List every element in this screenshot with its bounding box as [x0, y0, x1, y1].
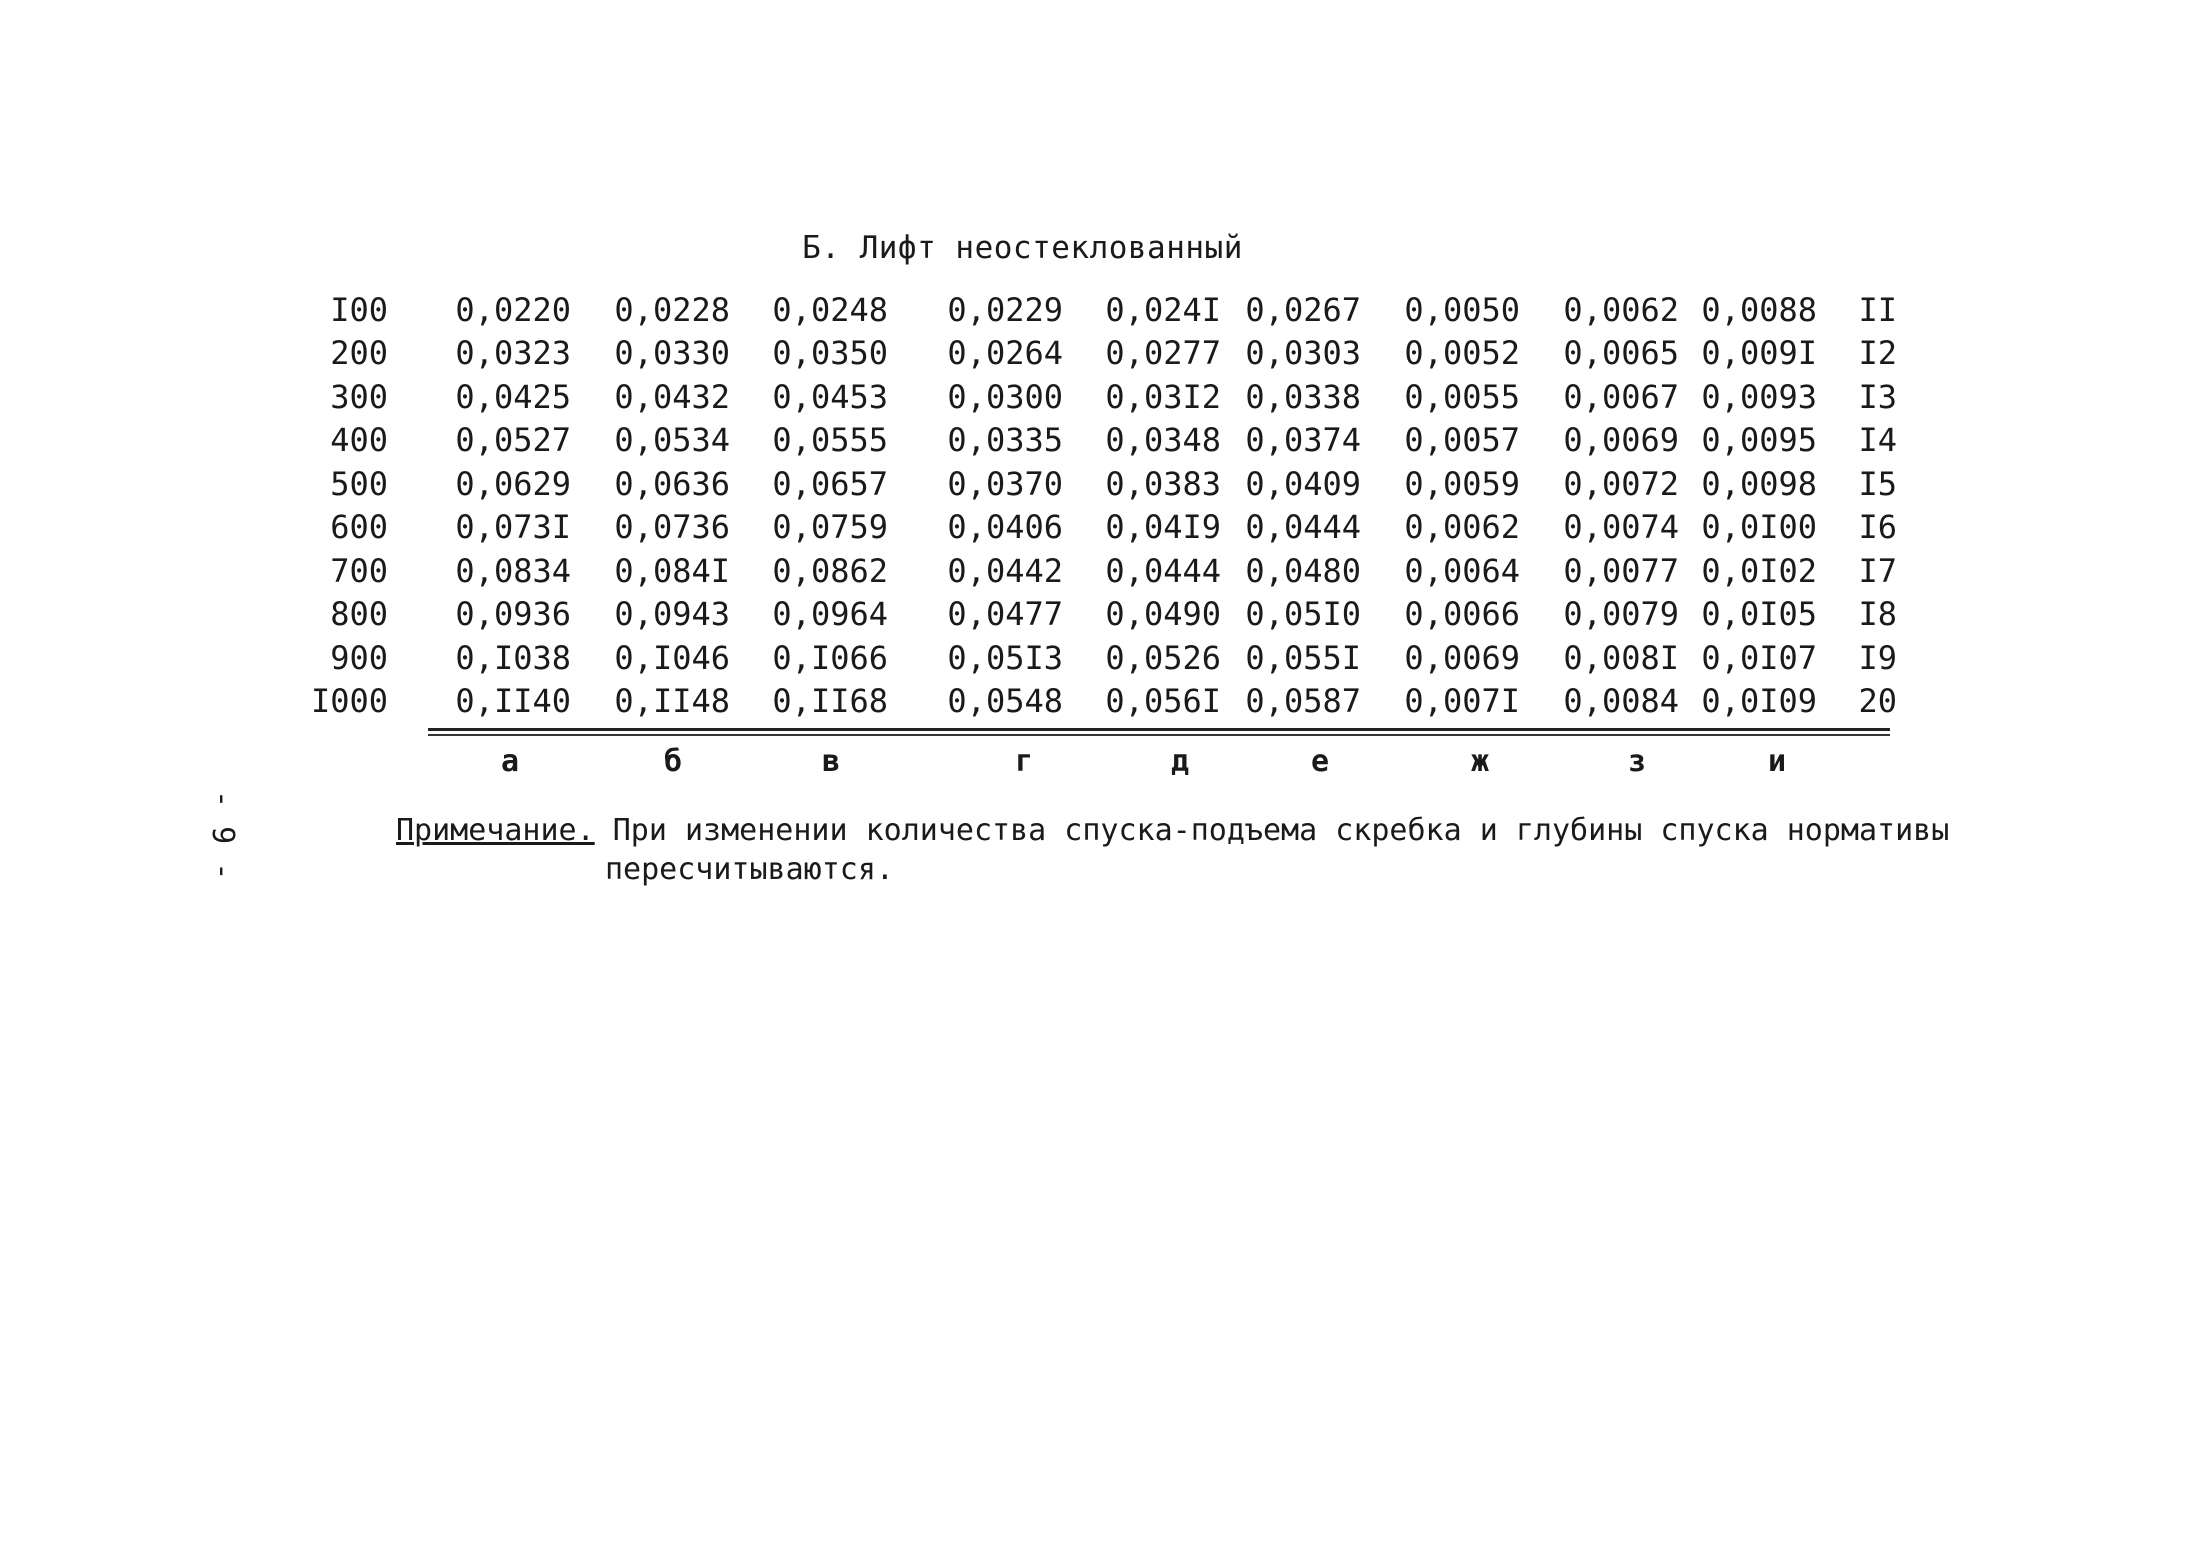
- cell-zh: 0,0050: [1404, 290, 1520, 329]
- cell-d: 0,03I2: [1105, 377, 1221, 416]
- cell-g: 0,0442: [947, 551, 1063, 590]
- cell-num: 20: [1858, 682, 1897, 721]
- column-letter: и: [1767, 744, 1787, 779]
- cell-i: 0,0I05: [1701, 595, 1817, 634]
- cell-num: I9: [1858, 638, 1897, 677]
- cell-depth: 500: [330, 464, 388, 503]
- cell-a: 0,II40: [455, 682, 571, 721]
- cell-e: 0,0267: [1245, 290, 1361, 329]
- cell-z: 0,0074: [1563, 508, 1679, 547]
- table-bottom-rule-thin: [428, 734, 1890, 736]
- cell-z: 0,0067: [1563, 377, 1679, 416]
- cell-z: 0,0077: [1563, 551, 1679, 590]
- norms-table: [290, 288, 1897, 723]
- table-row: [290, 332, 1897, 376]
- page-number: - 9 -: [205, 790, 240, 881]
- cell-d: 0,0490: [1105, 595, 1221, 634]
- cell-zh: 0,0057: [1404, 421, 1520, 460]
- cell-v: 0,II68: [772, 682, 888, 721]
- note: [396, 810, 1949, 852]
- cell-v: 0,0248: [772, 290, 888, 329]
- cell-z: 0,008I: [1563, 638, 1679, 677]
- cell-depth: 400: [330, 421, 388, 460]
- cell-d: 0,024I: [1105, 290, 1221, 329]
- cell-i: 0,0088: [1701, 290, 1817, 329]
- cell-zh: 0,0069: [1404, 638, 1520, 677]
- cell-a: 0,0323: [455, 334, 571, 373]
- column-letter: е: [1310, 744, 1330, 779]
- cell-v: 0,0759: [772, 508, 888, 547]
- cell-d: 0,0348: [1105, 421, 1221, 460]
- cell-d: 0,056I: [1105, 682, 1221, 721]
- cell-zh: 0,0055: [1404, 377, 1520, 416]
- cell-e: 0,0444: [1245, 508, 1361, 547]
- cell-g: 0,0229: [947, 290, 1063, 329]
- cell-depth: 900: [330, 638, 388, 677]
- cell-num: I3: [1858, 377, 1897, 416]
- cell-e: 0,05I0: [1245, 595, 1361, 634]
- cell-g: 0,0335: [947, 421, 1063, 460]
- cell-a: 0,I038: [455, 638, 571, 677]
- cell-b: 0,0736: [614, 508, 730, 547]
- cell-zh: 0,0066: [1404, 595, 1520, 634]
- cell-i: 0,0098: [1701, 464, 1817, 503]
- cell-b: 0,0432: [614, 377, 730, 416]
- cell-b: 0,II48: [614, 682, 730, 721]
- cell-g: 0,0477: [947, 595, 1063, 634]
- cell-zh: 0,007I: [1404, 682, 1520, 721]
- cell-g: 0,0370: [947, 464, 1063, 503]
- cell-b: 0,084I: [614, 551, 730, 590]
- cell-e: 0,0338: [1245, 377, 1361, 416]
- cell-e: 0,0480: [1245, 551, 1361, 590]
- table-row: [290, 680, 1897, 724]
- cell-b: 0,0228: [614, 290, 730, 329]
- cell-num: I8: [1858, 595, 1897, 634]
- table-row: [290, 288, 1897, 332]
- cell-z: 0,0084: [1563, 682, 1679, 721]
- cell-v: 0,I066: [772, 638, 888, 677]
- column-letter: з: [1627, 744, 1647, 779]
- column-letter: в: [821, 744, 841, 779]
- cell-g: 0,05I3: [947, 638, 1063, 677]
- cell-a: 0,073I: [455, 508, 571, 547]
- cell-i: 0,0I00: [1701, 508, 1817, 547]
- column-letter: б: [663, 744, 683, 779]
- cell-i: 0,0095: [1701, 421, 1817, 460]
- column-letter: ж: [1470, 744, 1490, 779]
- cell-zh: 0,0052: [1404, 334, 1520, 373]
- cell-a: 0,0936: [455, 595, 571, 634]
- table-row: [290, 506, 1897, 550]
- cell-num: I7: [1858, 551, 1897, 590]
- cell-num: I6: [1858, 508, 1897, 547]
- cell-depth: I000: [310, 682, 388, 721]
- cell-e: 0,055I: [1245, 638, 1361, 677]
- table-row: [290, 419, 1897, 463]
- cell-zh: 0,0062: [1404, 508, 1520, 547]
- cell-depth: 700: [330, 551, 388, 590]
- column-letter: а: [500, 744, 520, 779]
- cell-d: 0,04I9: [1105, 508, 1221, 547]
- column-letter: г: [1014, 744, 1034, 779]
- cell-z: 0,0079: [1563, 595, 1679, 634]
- cell-b: 0,0534: [614, 421, 730, 460]
- cell-b: 0,0330: [614, 334, 730, 373]
- cell-g: 0,0300: [947, 377, 1063, 416]
- cell-a: 0,0834: [455, 551, 571, 590]
- cell-b: 0,I046: [614, 638, 730, 677]
- note-text-line1: При изменении количества спуска-подъема скребка и глубины спуска нормативы: [612, 813, 1950, 848]
- cell-z: 0,0069: [1563, 421, 1679, 460]
- cell-num: I5: [1858, 464, 1897, 503]
- cell-num: I4: [1858, 421, 1897, 460]
- cell-d: 0,0444: [1105, 551, 1221, 590]
- cell-i: 0,009I: [1701, 334, 1817, 373]
- table-bottom-rule: [428, 728, 1890, 731]
- cell-depth: 600: [330, 508, 388, 547]
- cell-i: 0,0I09: [1701, 682, 1817, 721]
- cell-depth: 200: [330, 334, 388, 373]
- cell-depth: 300: [330, 377, 388, 416]
- table-row: [290, 375, 1897, 419]
- table-row: [290, 593, 1897, 637]
- cell-d: 0,0277: [1105, 334, 1221, 373]
- cell-i: 0,0093: [1701, 377, 1817, 416]
- cell-num: I2: [1858, 334, 1897, 373]
- cell-a: 0,0220: [455, 290, 571, 329]
- cell-e: 0,0409: [1245, 464, 1361, 503]
- cell-v: 0,0964: [772, 595, 888, 634]
- cell-e: 0,0374: [1245, 421, 1361, 460]
- cell-v: 0,0862: [772, 551, 888, 590]
- table-row: [290, 462, 1897, 506]
- cell-depth: 800: [330, 595, 388, 634]
- norms-table-body: [290, 288, 1897, 723]
- table-row: [290, 636, 1897, 680]
- cell-b: 0,0636: [614, 464, 730, 503]
- cell-z: 0,0062: [1563, 290, 1679, 329]
- cell-g: 0,0548: [947, 682, 1063, 721]
- cell-a: 0,0527: [455, 421, 571, 460]
- note-text-line2: пересчитываются.: [605, 852, 894, 887]
- table-row: [290, 549, 1897, 593]
- cell-i: 0,0I07: [1701, 638, 1817, 677]
- cell-g: 0,0264: [947, 334, 1063, 373]
- cell-num: II: [1858, 290, 1897, 329]
- cell-zh: 0,0059: [1404, 464, 1520, 503]
- cell-e: 0,0587: [1245, 682, 1361, 721]
- cell-a: 0,0425: [455, 377, 571, 416]
- cell-g: 0,0406: [947, 508, 1063, 547]
- cell-v: 0,0657: [772, 464, 888, 503]
- cell-d: 0,0526: [1105, 638, 1221, 677]
- cell-zh: 0,0064: [1404, 551, 1520, 590]
- section-title: Б. Лифт неостеклованный: [802, 230, 1243, 266]
- cell-v: 0,0350: [772, 334, 888, 373]
- cell-d: 0,0383: [1105, 464, 1221, 503]
- cell-e: 0,0303: [1245, 334, 1361, 373]
- column-letter: д: [1170, 744, 1190, 779]
- cell-v: 0,0555: [772, 421, 888, 460]
- cell-b: 0,0943: [614, 595, 730, 634]
- cell-z: 0,0072: [1563, 464, 1679, 503]
- cell-a: 0,0629: [455, 464, 571, 503]
- cell-depth: I00: [330, 290, 388, 329]
- cell-i: 0,0I02: [1701, 551, 1817, 590]
- cell-v: 0,0453: [772, 377, 888, 416]
- note-label: Примечание.: [396, 813, 595, 848]
- cell-z: 0,0065: [1563, 334, 1679, 373]
